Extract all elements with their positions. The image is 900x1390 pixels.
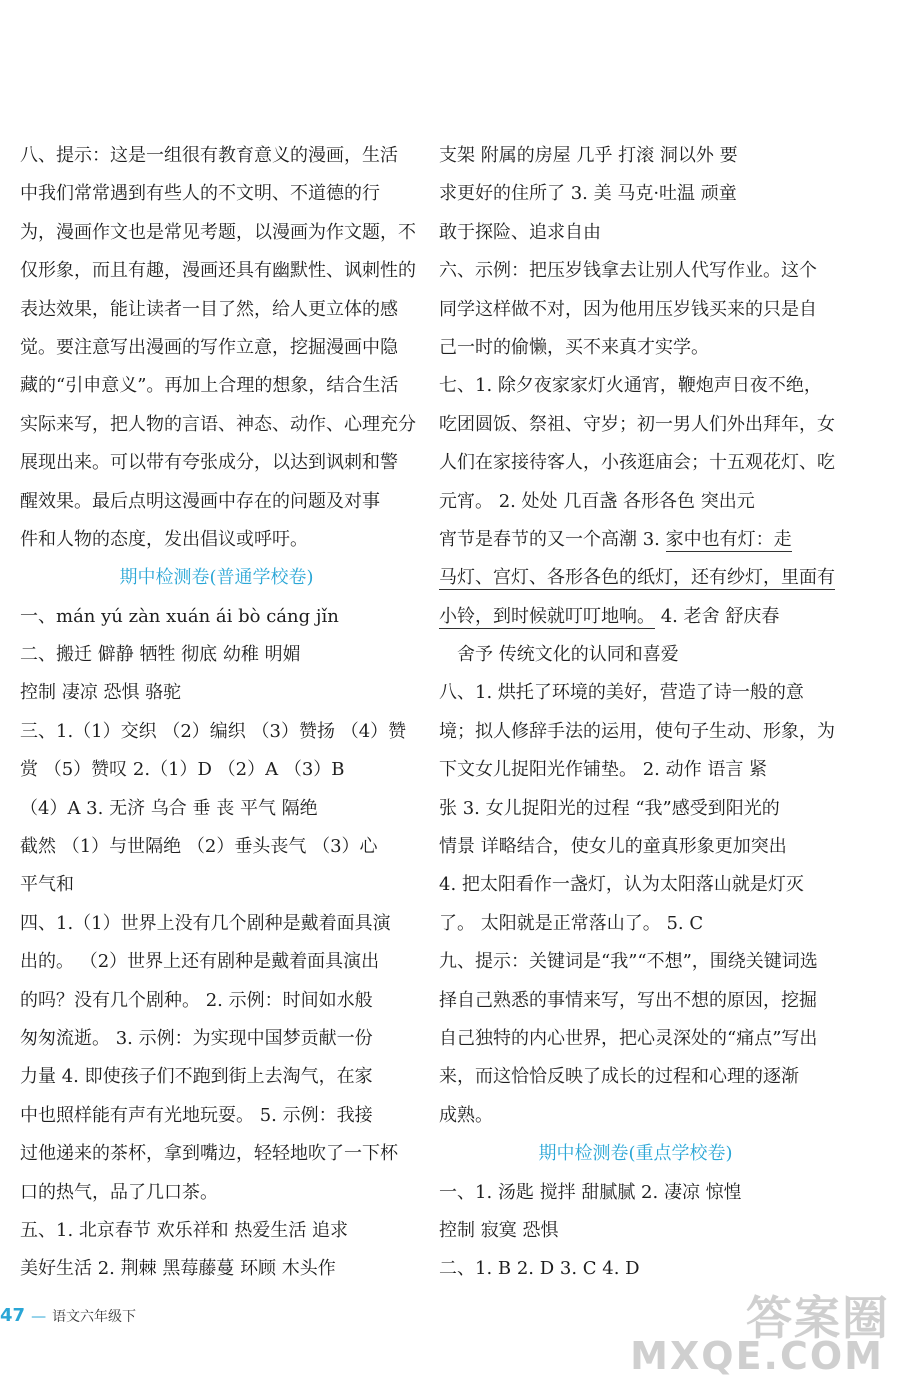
text-line: 舍予 传统文化的认同和喜爱 — [457, 644, 679, 666]
footer-divider: — — [31, 1307, 47, 1325]
text-line: 觉。要注意写出漫画的写作立意，挖掘漫画中隐 — [20, 336, 398, 358]
text-line: 仅形象，而且有趣，漫画还具有幽默性、讽刺性的 — [20, 260, 416, 282]
text-line: 求更好的住所了 3. 美 马克·吐温 顽童 — [439, 183, 737, 205]
text-line: 八、提示：这是一组很有教育意义的漫画，生活 — [20, 145, 398, 166]
text-line: 醒效果。最后点明这漫画中存在的问题及对事 — [20, 490, 380, 512]
text-line: 人们在家接待客人，小孩逛庙会；十五观花灯、吃 — [439, 452, 835, 474]
text-line: 藏的“引申意义”。再加上合理的想象，结合生活 — [20, 375, 399, 397]
answers-block — [20, 598, 413, 1289]
text-line: 七、1. 除夕夜家家灯火通宵，鞭炮声日夜不绝， — [439, 375, 822, 397]
text-line: 展现出来。可以带有夸张成分，以达到讽刺和警 — [20, 452, 398, 474]
text-line: 一、1. 汤匙 搅拌 甜腻腻 2. 凄凉 惊惶 — [439, 1181, 742, 1203]
text-line: 择自己熟悉的事情来写，写出不想的原因，挖掘 — [439, 989, 817, 1011]
underlined-text: 小铃，到时候就叮叮地响。 — [439, 605, 655, 627]
watermark-bottom-text: MXQE.COM — [630, 1334, 884, 1378]
text-line: 元宵。 2. 处处 几百盏 各形各色 突出元 — [439, 490, 755, 512]
text-line: 控制 寂寞 恐惧 — [439, 1219, 559, 1241]
text-line: 八、1. 烘托了环境的美好，营造了诗一般的意 — [439, 682, 804, 704]
text-line: 吃团圆饭、祭祖、守岁；初一男人们外出拜年，女 — [439, 413, 835, 435]
text-line: 境；拟人修辞手法的运用，使句子生动、形象，为 — [439, 720, 835, 742]
text-line: 过他递来的茶杯，拿到嘴边，轻轻地吹了一下杯 — [20, 1143, 398, 1165]
text-line: 中也照样能有声有光地玩耍。 5. 示例：我接 — [20, 1104, 373, 1126]
text-line: 匆匆流逝。 3. 示例：为实现中国梦贡献一份 — [20, 1027, 373, 1049]
text-line: （4）A 3. 无济 乌合 垂 丧 平气 隔绝 — [20, 797, 318, 819]
text-line: 平气和 — [20, 874, 74, 896]
text-line: 实际来写，把人物的言语、神态、动作、心理充分 — [20, 413, 416, 435]
text-line: 赏 （5）赞叹 2.（1）D （2）A （3）B — [20, 759, 345, 781]
page-footer — [0, 1305, 136, 1326]
text-line: 表达效果，能让读者一目了然，给人更立体的感 — [20, 298, 398, 320]
text-line: 中我们常常遇到有些人的不文明、不道德的行 — [20, 183, 380, 205]
text-segment: 4. 老舍 舒庆春 — [655, 605, 780, 627]
text-line: 4. 把太阳看作一盏灯，认为太阳落山就是灯灭 — [439, 874, 804, 896]
text-line: 截然 （1）与世隔绝 （2）垂头丧气 （3）心 — [20, 836, 378, 858]
text-line: 的吗？没有几个剧种。 2. 示例：时间如水般 — [20, 989, 373, 1011]
text-line: 二、搬迁 僻静 牺牲 彻底 幼稚 明媚 — [20, 644, 301, 666]
section-eight-hint — [20, 137, 416, 559]
text-line — [439, 521, 832, 559]
text-line: 张 3. 女儿捉阳光的过程 “我”感受到阳光的 — [439, 797, 780, 819]
underlined-text: 家中也有灯：走 — [665, 528, 792, 550]
section-heading-midterm-key: 期中检测卷(重点学校卷) — [538, 1143, 733, 1165]
text-line: 支架 附属的房屋 几乎 打滚 洞以外 要 — [439, 145, 738, 166]
text-line: 六、示例：把压岁钱拿去让别人代写作业。这个 — [439, 260, 817, 282]
text-line: 件和人物的态度，发出倡议或呼吁。 — [20, 528, 308, 550]
text-line: 下文女儿捉阳光作铺垫。 2. 动作 语言 紧 — [439, 759, 768, 781]
text-line: 二、1. B 2. D 3. C 4. D — [439, 1258, 640, 1280]
text-line: 敢于探险、追求自由 — [439, 221, 601, 243]
text-line: 力量 4. 即使孩子们不跑到街上去淘气，在家 — [20, 1066, 373, 1088]
text-line: 一、mán yú zàn xuán ái bò cáng jǐn — [20, 605, 339, 627]
text-line: 三、1.（1）交织 （2）编织 （3）赞扬 （4）赞 — [20, 720, 407, 742]
text-line: 了。 太阳就是正常落山了。 5. C — [439, 912, 704, 934]
text-line: 己一时的偷懒，买不来真才实学。 — [439, 336, 709, 358]
text-line: 出的。 （2）世界上还有剧种是戴着面具演出 — [20, 951, 380, 973]
watermark-top-text: 答案圈 — [746, 1291, 890, 1345]
page-number: 47 — [0, 1305, 26, 1326]
text-line: 情景 详略结合，使女儿的童真形象更加突出 — [439, 836, 787, 858]
text-line: 为，漫画作文也是常见考题，以漫画为作文题，不 — [20, 221, 416, 243]
book-title: 语文六年级下 — [52, 1309, 137, 1325]
text-line: 来，而这恰恰反映了成长的过程和心理的逐渐 — [439, 1066, 799, 1088]
text-segment: 宵节是春节的又一个高潮 3. — [439, 528, 666, 550]
text-line: 同学这样做不对，因为他用压岁钱买来的只是自 — [439, 298, 817, 320]
text-line — [439, 598, 832, 636]
text-line: 四、1.（1）世界上没有几个剧种是戴着面具演 — [20, 912, 391, 934]
text-line: 口的热气，品了几口茶。 — [20, 1181, 218, 1203]
text-line — [439, 559, 835, 597]
text-line: 五、1. 北京春节 欢乐祥和 热爱生活 追求 — [20, 1219, 349, 1241]
text-line: 成熟。 — [439, 1104, 493, 1126]
right-column — [439, 137, 835, 1289]
text-line: 自己独特的内心世界，把心灵深处的“痛点”写出 — [439, 1027, 818, 1049]
text-line: 美好生活 2. 荆棘 黑莓藤蔓 环顾 木头作 — [20, 1258, 336, 1280]
text-line: 九、提示：关键词是“我”“不想”，围绕关键词选 — [439, 951, 818, 973]
text-line: 控制 凄凉 恐惧 骆驼 — [20, 682, 182, 704]
underlined-text: 马灯、宫灯、各形各色的纸灯，还有纱灯，里面有 — [439, 567, 835, 589]
watermark-logo — [630, 1282, 890, 1382]
left-column — [20, 137, 416, 1289]
section-heading-midterm-regular: 期中检测卷(普通学校卷) — [119, 567, 314, 589]
